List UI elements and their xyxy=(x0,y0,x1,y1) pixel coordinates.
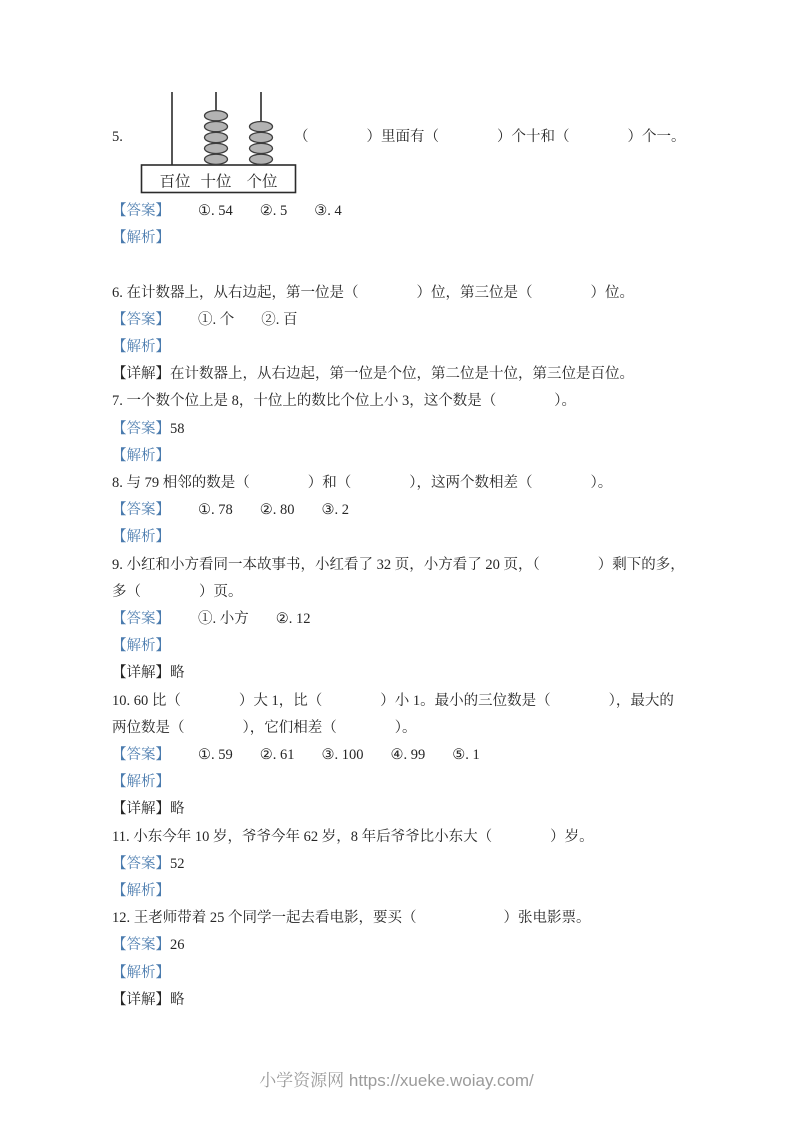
question-text: 9. 小红和小方看同一本故事书，小红看了 32 页，小方看了 20 页，（ ）剩下的多，多（ ）页。 xyxy=(112,556,685,600)
analysis-line xyxy=(112,878,686,905)
analysis-line xyxy=(112,225,686,252)
blank-line xyxy=(112,252,686,279)
answer-label: 【答案】 xyxy=(112,203,170,219)
question-text: 7. 一个数个位上是 8，十位上的数比个位上小 3，这个数是（ ）。 xyxy=(112,393,576,410)
detail-line: 【详解】略 xyxy=(112,991,185,1008)
answer-item: ③. 100 xyxy=(321,747,364,764)
analysis-label: 【解析】 xyxy=(112,339,170,355)
abacus-bead xyxy=(205,154,228,164)
abacus-bead xyxy=(250,154,273,164)
answer-item: ②. 12 xyxy=(275,611,311,628)
answer-label: 【答案】 xyxy=(112,420,170,437)
abacus-bead xyxy=(250,143,273,153)
abacus-svg xyxy=(135,89,303,195)
detail-label: 【详解】 xyxy=(112,991,170,1008)
analysis-label: 【解析】 xyxy=(112,529,170,546)
analysis-label: 【解析】 xyxy=(112,638,170,655)
analysis-line xyxy=(112,633,686,660)
answer-item: ⑤. 1 xyxy=(452,747,480,764)
answer-line xyxy=(112,307,686,334)
abacus-bead xyxy=(250,132,273,142)
answer-item: ③. 2 xyxy=(321,502,349,519)
answer-line xyxy=(112,606,686,633)
answer-item: ①. 78 xyxy=(198,502,233,519)
answer-item: ②. 百 xyxy=(261,311,298,328)
answer-label: 【答案】 xyxy=(112,937,170,954)
analysis-line xyxy=(112,769,686,796)
analysis-line xyxy=(112,524,686,551)
answer-label: 【答案】 xyxy=(112,747,170,764)
abacus-bead xyxy=(250,122,273,132)
answer-label: 【答案】 xyxy=(112,502,170,519)
analysis-label: 【解析】 xyxy=(112,774,170,791)
analysis-line xyxy=(112,443,686,470)
detail-label: 【详解】 xyxy=(112,366,170,383)
abacus-column-label: 个位 xyxy=(246,173,278,191)
abacus-bead xyxy=(205,143,228,153)
analysis-label: 【解析】 xyxy=(112,883,170,900)
question-text: （ ）里面有（ ）个十和（ ）个一。 xyxy=(294,129,686,145)
analysis-line xyxy=(112,960,686,987)
answer-label: 【答案】 xyxy=(112,855,170,872)
footer-text: 小学资源网 https://xueke.woiay.com/ xyxy=(259,1071,534,1090)
answer-item: ①. 59 xyxy=(198,747,233,764)
answer-line xyxy=(112,198,686,225)
answer-line xyxy=(112,742,686,769)
detail-label: 【详解】 xyxy=(112,801,170,818)
analysis-label: 【解析】 xyxy=(112,447,170,464)
analysis-line xyxy=(112,334,686,361)
answer-value: 52 xyxy=(170,855,185,872)
answer-item: ②. 61 xyxy=(259,747,295,764)
answer-item: ①. 个 xyxy=(198,311,235,328)
content-flow xyxy=(112,198,686,1014)
answer-label: 【答案】 xyxy=(112,611,170,628)
abacus-column-label: 十位 xyxy=(200,173,232,191)
answer-item: ②. 80 xyxy=(259,502,295,519)
answer-item: ①. 小方 xyxy=(198,611,249,628)
answer-item: ①. 54 xyxy=(198,203,233,219)
abacus-column-label: 百位 xyxy=(159,173,191,191)
answer-line xyxy=(112,497,686,524)
answer-label: 【答案】 xyxy=(112,311,170,328)
answer-item: ③. 4 xyxy=(314,203,342,219)
abacus-bead xyxy=(205,111,228,121)
answer-item: ②. 5 xyxy=(259,203,288,219)
answer-value: 58 xyxy=(170,420,185,437)
detail-line: 【详解】略 xyxy=(112,665,185,682)
detail-line: 【详解】在计数器上，从右边起，第一位是个位，第二位是十位，第三位是百位。 xyxy=(112,366,634,383)
analysis-label: 【解析】 xyxy=(112,230,170,247)
question-text: 6. 在计数器上，从右边起，第一位是（ ）位，第三位是（ ）位。 xyxy=(112,284,634,301)
answer-value: 26 xyxy=(170,937,185,954)
question-text: 11. 小东今年 10 岁，爷爷今年 62 岁，8 年后爷爷比小东大（ ）岁。 xyxy=(112,828,594,845)
abacus-figure xyxy=(135,89,303,195)
abacus-bead xyxy=(205,132,228,142)
answer-line xyxy=(112,851,686,878)
detail-label: 【详解】 xyxy=(112,665,170,682)
question-text: 10. 60 比（ ）大 1，比（ ）小 1。最小的三位数是（ ），最大的两位数是（ ），它们相差（ ）。 xyxy=(112,692,674,736)
answer-line xyxy=(112,932,686,959)
question-text: 8. 与 79 相邻的数是（ ）和（ ），这两个数相差（ ）。 xyxy=(112,475,613,492)
answer-line xyxy=(112,416,686,443)
abacus-bead xyxy=(205,122,228,132)
answer-item: ④. 99 xyxy=(390,747,426,764)
question-number: 5. xyxy=(112,129,123,145)
question-text: 12. 王老师带着 25 个同学一起去看电影，要买（ ）张电影票。 xyxy=(112,910,591,927)
detail-line: 【详解】略 xyxy=(112,801,185,818)
analysis-label: 【解析】 xyxy=(112,964,170,981)
